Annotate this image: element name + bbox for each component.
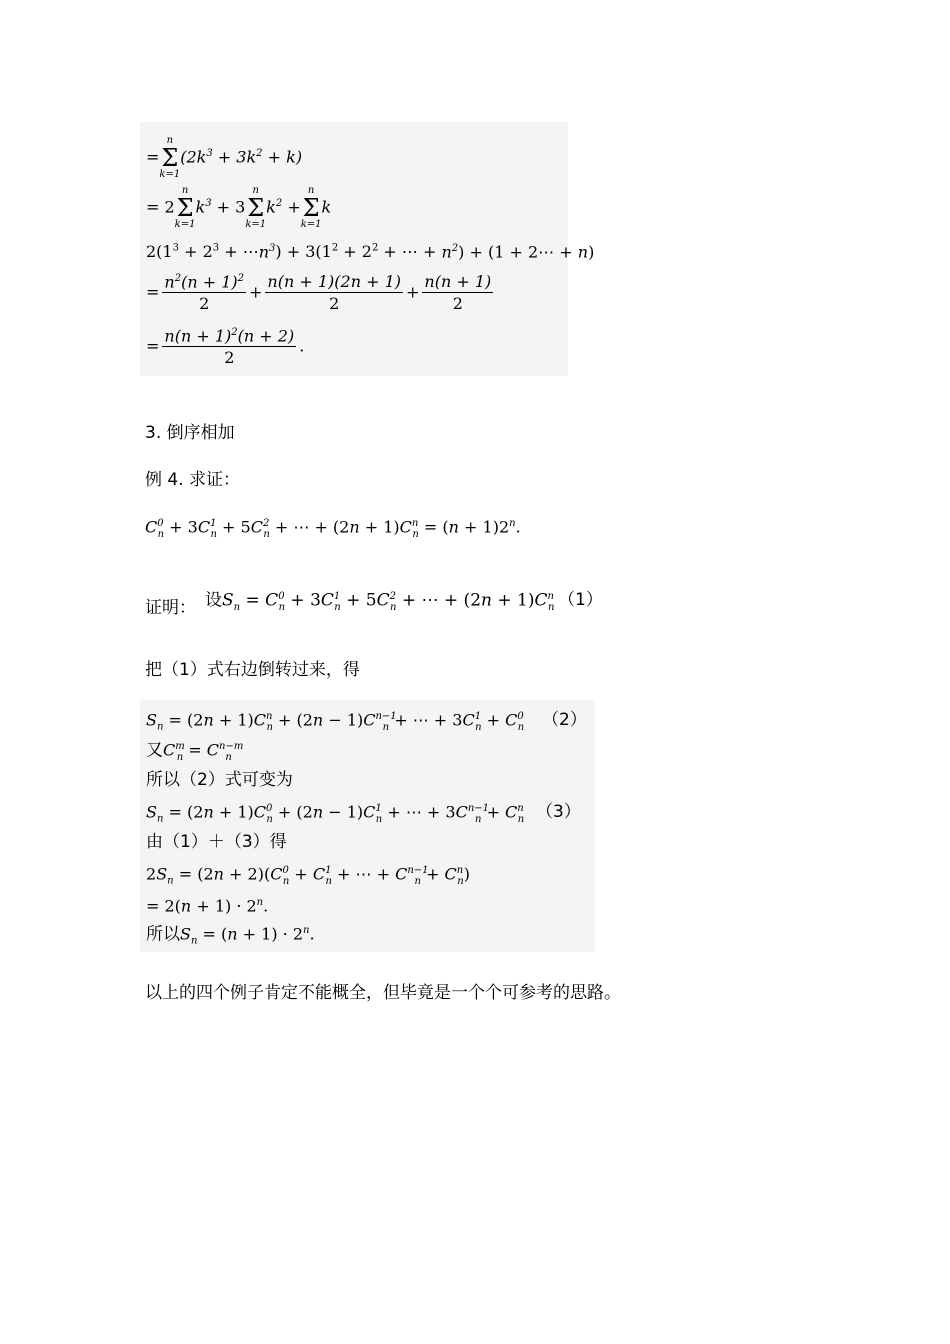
eq5: = $2(n + 1) \cdot 2^n$.	[146, 896, 269, 916]
section-heading: 3. 倒序相加	[145, 423, 235, 443]
closing-text: 以上的四个例子肯定不能概全，但毕竟是一个个可参考的思路。	[145, 983, 621, 1003]
example-statement: $C^0_n + 3C^1_n + 5C^2_n$ + ⋯ + $(2n + 1)C^n_n = (n + 1)2^n$.	[145, 517, 521, 540]
proof-label: 证明：	[145, 598, 196, 618]
also-line: 又$C^m_n = C^{n-m}_n$	[146, 740, 244, 763]
so-eq2-text: 所以（2）式可变为	[146, 770, 293, 790]
conclusion-line: 所以$S_n = (n + 1) \cdot 2^n$.	[146, 924, 315, 947]
eq1-tag: （1）	[558, 590, 603, 610]
derivation-line-4: = $\frac{n^2(n + 1)^2}{2}$ + $\frac{n(n + 1)(2n + 1)}{2}$ + $\frac{n(n + 1)}{2}$	[146, 272, 492, 314]
example-label: 例 4. 求证：	[145, 470, 241, 490]
eq3-tag: （3）	[536, 802, 581, 822]
derivation-line-5: = $\frac{n(n + 1)^2(n + 2)}{2}$ .	[146, 326, 305, 368]
eq4: $2S_n = (2n + 2)(C^0_n + C^1_n$ + ⋯ + $C^{n-1}_n + C^n_n$)	[146, 864, 470, 887]
eq3: $S_n = (2n + 1)C^0_n + (2n - 1)C^1_n$ + ⋯ + $3C^{n-1}_n + C^n_n$	[146, 802, 525, 825]
from-text: 由（1）＋（3）得	[146, 832, 287, 852]
derivation-line-1: = n Σ k=1 $(2k^3 + 3k^2 + k)$	[146, 135, 303, 180]
derivation-line-2: = 2 n Σ k=1 $k^3 + 3$ n Σ k=1 $k^2$ + n Σ k=1 k	[146, 185, 332, 230]
derivation-block	[140, 122, 595, 376]
derivation-line-3: $2(1^3 + 2^3$ + $\cdots n^3) + 3(1^2 + 2^2$ + ⋯ + $n^2) + (1$ + 2⋯ + n)	[146, 242, 595, 262]
reverse-text: 把（1）式右边倒转过来，得	[145, 660, 360, 680]
proof-set-equation: 设$S_n = C^0_n + 3C^1_n + 5C^2_n$ + ⋯ + $(2n + 1)C^n_n$	[205, 590, 555, 614]
eq2: $S_n = (2n + 1)C^n_n + (2n - 1)C^{n-1}_n$ + ⋯ + $3C^1_n + C^0_n$	[146, 710, 525, 733]
proof-block	[140, 700, 595, 952]
eq2-tag: （2）	[542, 710, 587, 730]
